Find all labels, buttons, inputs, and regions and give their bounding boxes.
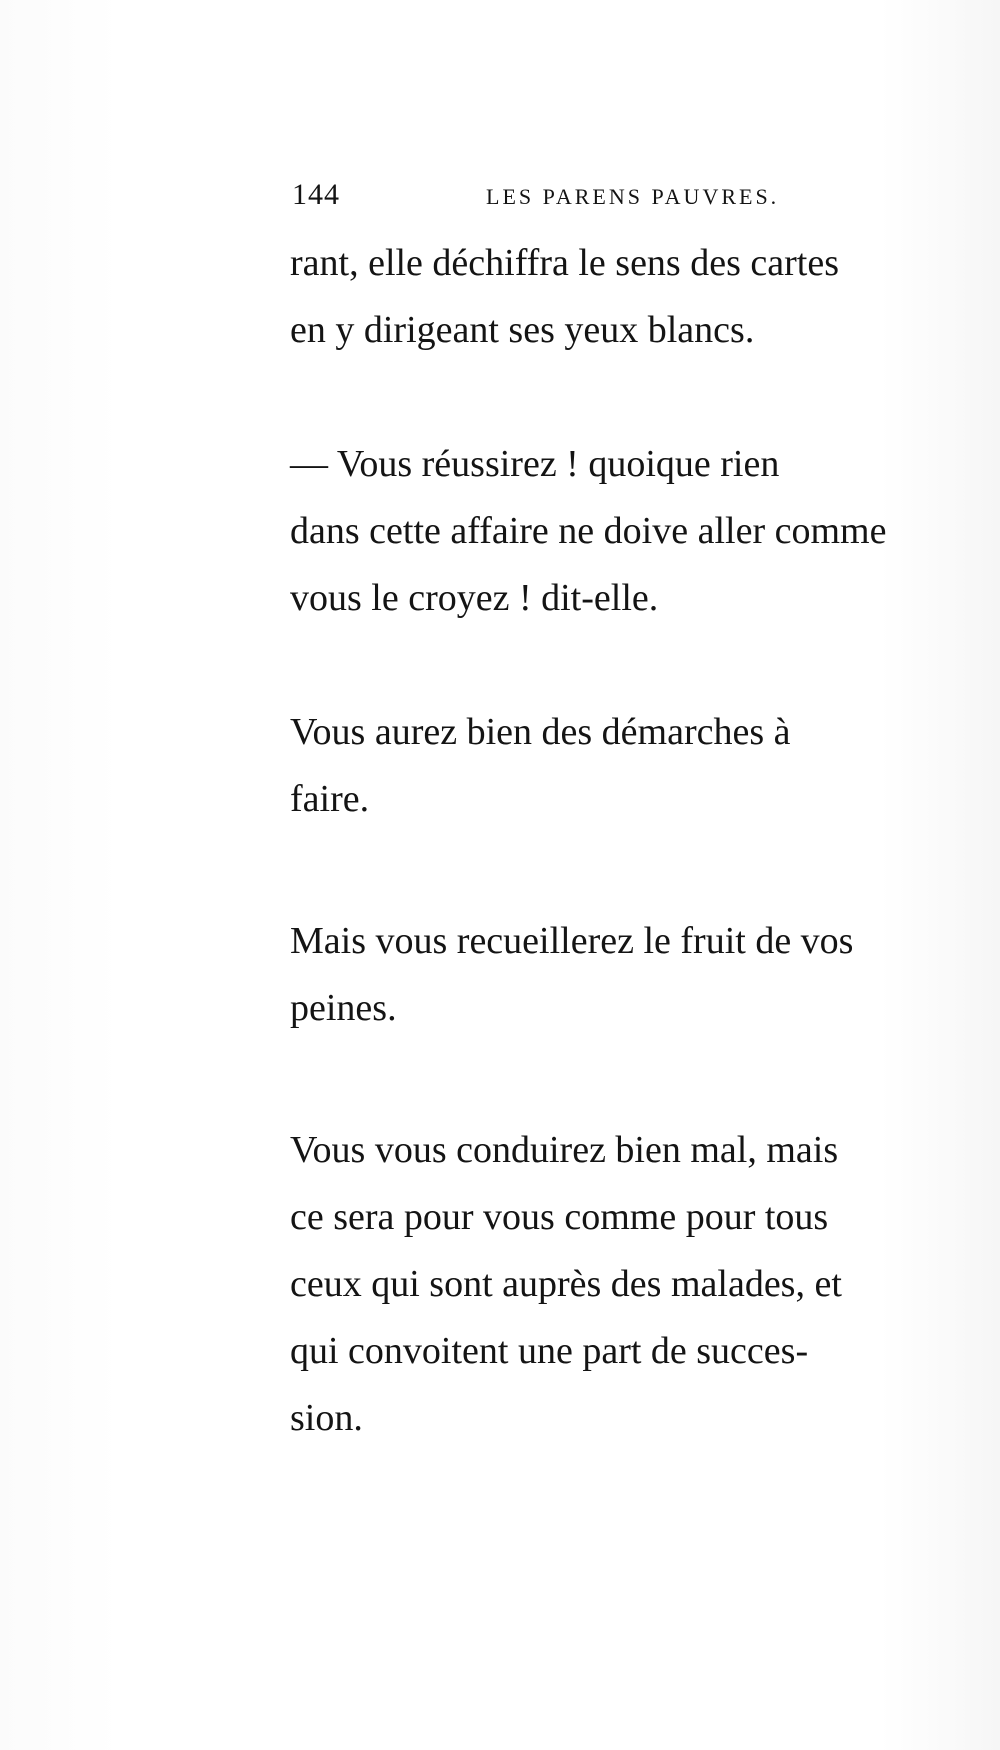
body-text: [290, 230, 970, 1452]
paragraph: Vous vous conduirez bien mal, mais ce sera pour vous comme pour tous ceux qui sont auprès des malades, et qui convoitent une part de succes- sion.: [290, 1129, 842, 1439]
page-number: 144: [292, 178, 340, 211]
page-header: [292, 178, 822, 218]
running-title: LES PARENS PAUVRES.: [486, 184, 780, 209]
paragraph: rant, elle déchiffra le sens des cartes en y dirigeant ses yeux blancs.: [290, 242, 839, 351]
paragraph: Vous aurez bien des démarches à faire.: [290, 711, 791, 820]
paragraph: Mais vous recueillerez le fruit de vos peines.: [290, 920, 854, 1029]
paragraph: — Vous réussirez ! quoique rien dans cette affaire ne doive aller comme vous le croyez ! dit-elle.: [290, 443, 887, 619]
